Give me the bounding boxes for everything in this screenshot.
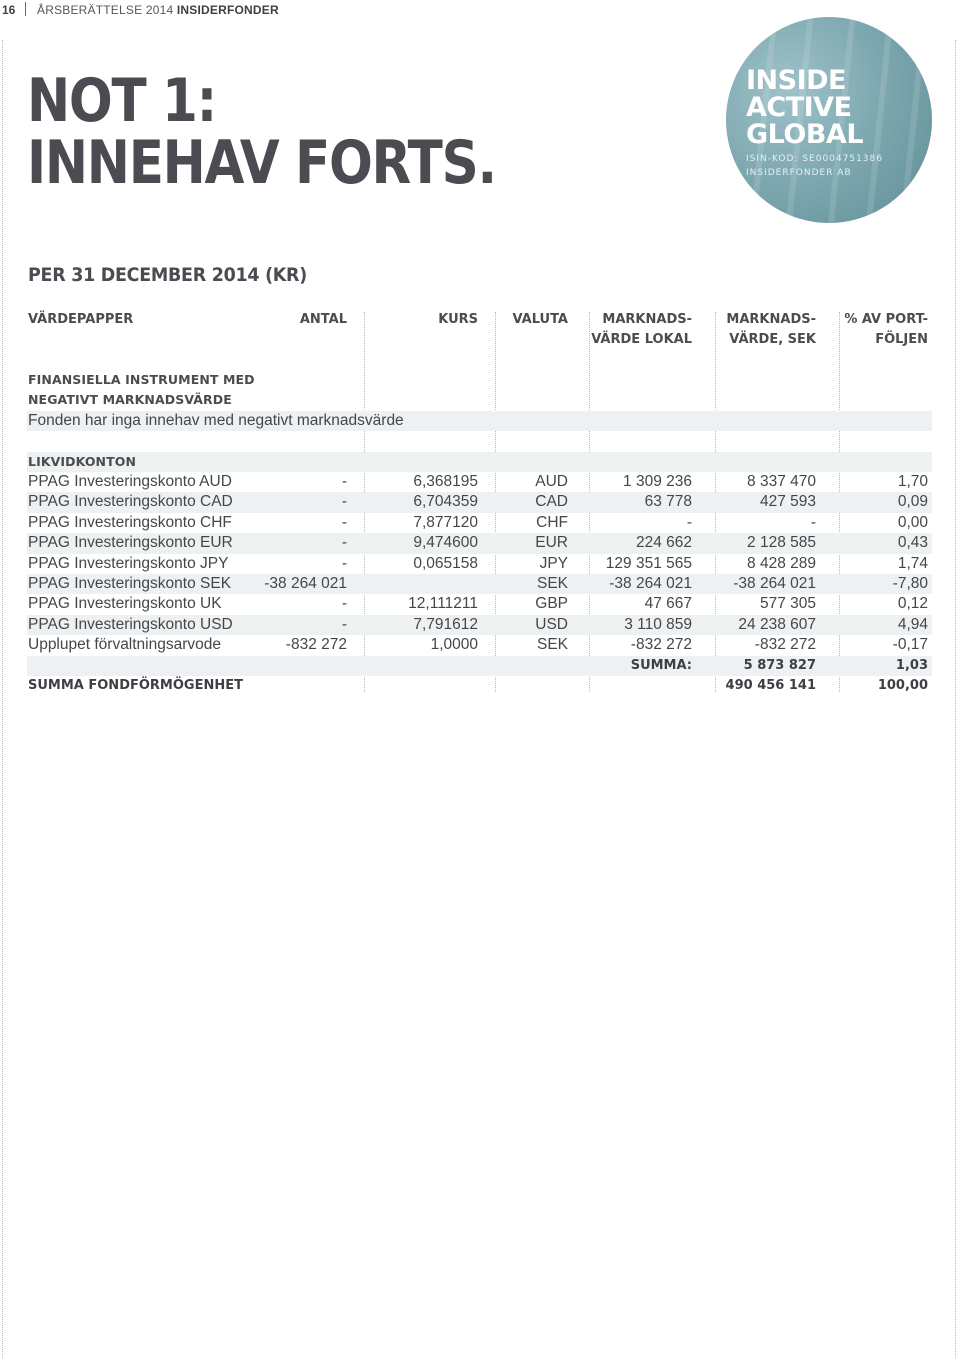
table-row	[27, 574, 932, 594]
header-market-value-sek	[716, 310, 816, 350]
cell-market-value-local: 224 662	[635, 534, 692, 552]
document-name	[37, 3, 279, 17]
cell-security: PPAG Investeringskonto AUD	[28, 473, 232, 490]
cell-portfolio-share: 0,12	[897, 595, 928, 613]
sum-label: SUMMA:	[630, 657, 692, 673]
header-currency: VALUTA	[512, 312, 568, 327]
cell-quantity: -	[341, 615, 347, 633]
isin-code: ISIN-KOD: SE0004751386	[746, 154, 883, 164]
cell-currency: JPY	[539, 554, 568, 572]
cell-quantity: -	[341, 534, 347, 552]
cell-security: PPAG Investeringskonto UK	[28, 595, 222, 613]
cell-security: PPAG Investeringskonto CHF	[28, 513, 232, 531]
cell-portfolio-share: 0,00	[897, 513, 928, 531]
note-text: Fonden har inga innehav med negativt marknadsvärde	[28, 411, 404, 429]
cell-quantity: -	[341, 554, 347, 572]
cell-market-value-sek: -38 264 021	[733, 575, 816, 592]
table-row	[27, 554, 932, 574]
cell-portfolio-share: 1,74	[897, 554, 928, 572]
cell-market-value-local: 129 351 565	[605, 554, 692, 572]
cell-price: 6,704359	[413, 493, 478, 511]
table-row	[27, 635, 932, 655]
cell-quantity: -	[341, 595, 347, 613]
cell-security: PPAG Investeringskonto SEK	[28, 575, 232, 592]
header-separator	[25, 2, 26, 16]
cell-market-value-sek: 2 128 585	[747, 534, 816, 552]
header-market-value-sek-line-1: MARKNADS-	[726, 312, 816, 327]
cell-security: PPAG Investeringskonto CAD	[28, 493, 233, 511]
cell-market-value-sek: -	[810, 513, 816, 531]
cell-quantity: -832 272	[285, 636, 347, 654]
header-market-value-local	[590, 310, 692, 350]
cell-price: 6,368195	[413, 473, 478, 490]
cell-currency: AUD	[535, 473, 568, 490]
cell-portfolio-share: -7,80	[892, 575, 928, 592]
cell-market-value-sek: 8 337 470	[747, 473, 816, 490]
cell-portfolio-share: -0,17	[892, 636, 928, 654]
sum-market-value-sek: 5 873 827	[743, 657, 816, 673]
cell-market-value-sek: 8 428 289	[747, 554, 816, 572]
cell-price: 1,0000	[430, 636, 478, 654]
header-portfolio-share-line-2: FÖLJEN	[875, 332, 928, 347]
cell-market-value-sek: -832 272	[754, 636, 816, 654]
cell-market-value-local: -832 272	[630, 636, 692, 654]
cell-market-value-sek: 577 305	[759, 595, 816, 613]
cell-quantity: -	[341, 473, 347, 490]
cell-security: Upplupet förvaltningsarvode	[28, 636, 222, 654]
note-row	[27, 411, 932, 431]
header-security: VÄRDEPAPPER	[28, 312, 134, 327]
right-margin-guide	[955, 40, 956, 1358]
table-row	[27, 533, 932, 553]
cell-currency: GBP	[535, 595, 568, 613]
total-label: SUMMA FONDFÖRMÖGENHET	[28, 678, 243, 693]
table-row	[27, 492, 932, 512]
cell-portfolio-share: 1,70	[897, 473, 928, 490]
cell-currency: CHF	[536, 513, 568, 531]
fund-name-line-2: ACTIVE	[746, 92, 852, 123]
cell-market-value-local: 1 309 236	[623, 473, 692, 490]
cell-market-value-local: 3 110 859	[624, 615, 692, 633]
cell-market-value-sek: 24 238 607	[738, 615, 816, 633]
table-row	[27, 615, 932, 635]
cell-currency: SEK	[536, 575, 568, 592]
cell-currency: CAD	[535, 493, 568, 511]
table-row	[27, 594, 932, 614]
document-company: INSIDERFONDER	[176, 3, 279, 17]
cell-market-value-sek: 427 593	[759, 493, 816, 511]
section-heading-row	[27, 390, 932, 410]
title-line-2: INNEHAV FORTS.	[27, 128, 496, 198]
cell-portfolio-share: 0,09	[897, 493, 928, 511]
cell-portfolio-share: 0,43	[897, 534, 928, 552]
cell-quantity: -	[341, 493, 347, 511]
total-portfolio-share: 100,00	[877, 678, 928, 693]
cell-price: 7,791612	[413, 615, 478, 633]
left-margin-guide	[2, 40, 3, 1358]
fund-badge	[726, 17, 932, 223]
header-market-value-sek-line-2: VÄRDE, SEK	[729, 332, 816, 347]
cell-currency: EUR	[535, 534, 568, 552]
header-market-value-local-line-1: MARKNADS-	[602, 312, 692, 327]
cell-security: PPAG Investeringskonto JPY	[28, 554, 229, 572]
cell-market-value-local: 47 667	[644, 595, 692, 613]
table-row	[27, 472, 932, 492]
cell-quantity: -38 264 021	[264, 575, 347, 592]
fund-company: INSIDERFONDER AB	[746, 168, 852, 178]
cell-market-value-local: -38 264 021	[609, 575, 692, 592]
cell-portfolio-share: 4,94	[897, 615, 928, 633]
cell-price: 7,877120	[413, 513, 478, 531]
total-market-value-sek: 490 456 141	[725, 678, 816, 693]
section-heading: LIKVIDKONTON	[28, 453, 137, 469]
page-number: 16	[2, 3, 16, 17]
cell-price: 9,474600	[413, 534, 478, 552]
fund-name-line-3: GLOBAL	[746, 119, 864, 150]
cell-security: PPAG Investeringskonto USD	[28, 615, 233, 633]
header-price: KURS	[438, 312, 478, 327]
cell-quantity: -	[341, 513, 347, 531]
report-date: PER 31 DECEMBER 2014 (KR)	[28, 264, 307, 286]
cell-currency: USD	[535, 615, 568, 633]
fund-name	[746, 67, 863, 148]
cell-market-value-local: 63 778	[644, 493, 692, 511]
title-line-1: NOT 1:	[27, 66, 217, 136]
header-quantity: ANTAL	[299, 312, 347, 327]
section-heading-row	[27, 452, 932, 472]
section-heading: NEGATIVT MARKNADSVÄRDE	[28, 392, 232, 408]
cell-security: PPAG Investeringskonto EUR	[28, 534, 233, 552]
header-portfolio-share-line-1: % AV PORT-	[844, 312, 928, 327]
cell-price: 12,111211	[408, 595, 478, 613]
sum-row	[27, 656, 932, 676]
fund-name-line-1: INSIDE	[746, 65, 846, 96]
header-market-value-local-line-2: VÄRDE LOKAL	[591, 332, 692, 347]
cell-market-value-local: -	[686, 513, 692, 531]
section-heading-row	[27, 370, 932, 390]
sum-portfolio-share: 1,03	[895, 657, 928, 673]
total-row	[27, 676, 932, 696]
header-portfolio-share	[840, 310, 928, 350]
cell-price: 0,065158	[413, 554, 478, 572]
cell-currency: SEK	[536, 636, 568, 654]
table-row	[27, 513, 932, 533]
document-prefix: ÅRSBERÄTTELSE 2014	[37, 3, 174, 17]
page-title	[27, 66, 496, 198]
section-heading: FINANSIELLA INSTRUMENT MED	[28, 372, 255, 387]
